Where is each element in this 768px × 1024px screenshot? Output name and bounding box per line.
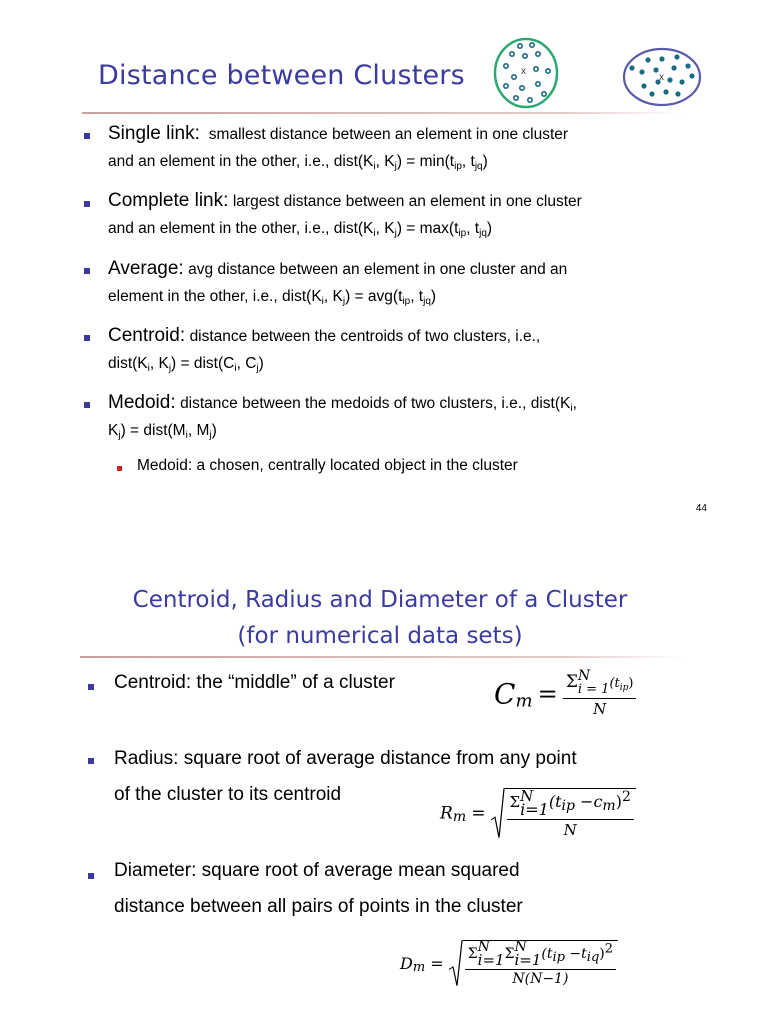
centroid-text: Centroid: the “middle” of a cluster	[114, 672, 395, 693]
bullet-icon	[88, 684, 94, 690]
item-description: distance between the centroids of two clusters, i.e.,	[189, 328, 541, 345]
slide-centroid-radius-diameter	[0, 560, 768, 1024]
item-formula-line: and an element in the other, i.e., $dist(K_i$, $K_j) = \max(t_{ip}$, $t_{jq}$)	[108, 220, 493, 239]
bullet-icon	[88, 758, 94, 764]
item-description: smallest distance between an element in one cluster	[208, 126, 569, 143]
list-item-single-link	[108, 123, 678, 172]
item-description: distance between the medoids of two clusters, i.e., $dist(K_i$,	[180, 395, 577, 414]
item-formula-line: $K_j$) = $dist(M_i$, $M_j$)	[108, 422, 217, 441]
radius-formula: $R_m$ = Σ N i=1 $(t_{ip} -c_m)^2$ N	[440, 788, 636, 839]
item-heading: Medoid:	[108, 392, 176, 413]
item-heading: Single link:	[108, 123, 200, 144]
bullet-icon	[84, 133, 90, 139]
item-description: avg distance between an element in one cluster and an	[188, 261, 568, 278]
slide-title: Distance between Clusters	[98, 60, 465, 91]
slide-title	[0, 582, 760, 654]
item-formula-line: element in the other, i.e., $dist(K_i$, $K_j) = avg(t_{ip}$, $t_{jq}$)	[108, 288, 437, 307]
centroid-marker: x	[521, 66, 526, 77]
list-item-complete-link	[108, 190, 678, 239]
sub-item-medoid-definition: Medoid: a chosen, centrally located object in the cluster	[137, 457, 518, 474]
diameter-text-line-1: Diameter: square root of average mean squared	[114, 860, 520, 881]
square-root-icon	[449, 940, 463, 987]
diameter-formula: $D_m$ = Σ N i=1 Σ N i=1 $(t_{ip} -t_{iq})^2$ N(N−1)	[400, 940, 618, 987]
list-item-average	[108, 258, 678, 307]
item-description: largest distance between an element in one cluster	[232, 193, 582, 210]
diameter-text-line-2: distance between all pairs of points in the cluster	[114, 896, 523, 917]
sub-bullet-icon	[117, 466, 122, 471]
item-formula-line: $dist(K_i$, $K_j$) = $dist(C_i$, $C_j$)	[108, 355, 264, 374]
item-heading: Complete link:	[108, 190, 229, 211]
title-divider	[80, 656, 684, 658]
cluster-circle-icon	[492, 36, 562, 110]
radius-text-line-2: of the cluster to its centroid	[114, 784, 342, 805]
list-item-medoid	[108, 392, 678, 441]
item-heading: Average:	[108, 258, 184, 279]
centroid-formula: $C_m$ = Σ N i = 1 $(t_{ip})$ N	[494, 670, 636, 718]
square-root-icon	[491, 788, 505, 839]
bullet-icon	[84, 402, 90, 408]
bullet-icon	[84, 335, 90, 341]
radius-text-line-1: Radius: square root of average distance from any point	[114, 748, 577, 769]
item-heading: Centroid:	[108, 325, 186, 346]
slide-title-line-1: Centroid, Radius and Diameter of a Cluster	[132, 587, 628, 613]
title-divider	[82, 112, 682, 114]
slide-title-line-2: (for numerical data sets)	[237, 623, 523, 649]
bullet-icon	[88, 873, 94, 879]
item-formula-line: and an element in the other, i.e., $dist(K_i$, $K_j) = \min(t_{ip}$, $t_{jq}$)	[108, 153, 488, 172]
cluster-illustration-2	[622, 46, 704, 108]
cluster-ellipse-icon	[622, 46, 704, 108]
bullet-icon	[84, 201, 90, 207]
cluster-illustration-1	[492, 36, 562, 110]
centroid-marker: x	[659, 72, 664, 83]
list-item-centroid	[108, 325, 678, 374]
bullet-icon	[84, 268, 90, 274]
page-number: 44	[695, 503, 707, 514]
